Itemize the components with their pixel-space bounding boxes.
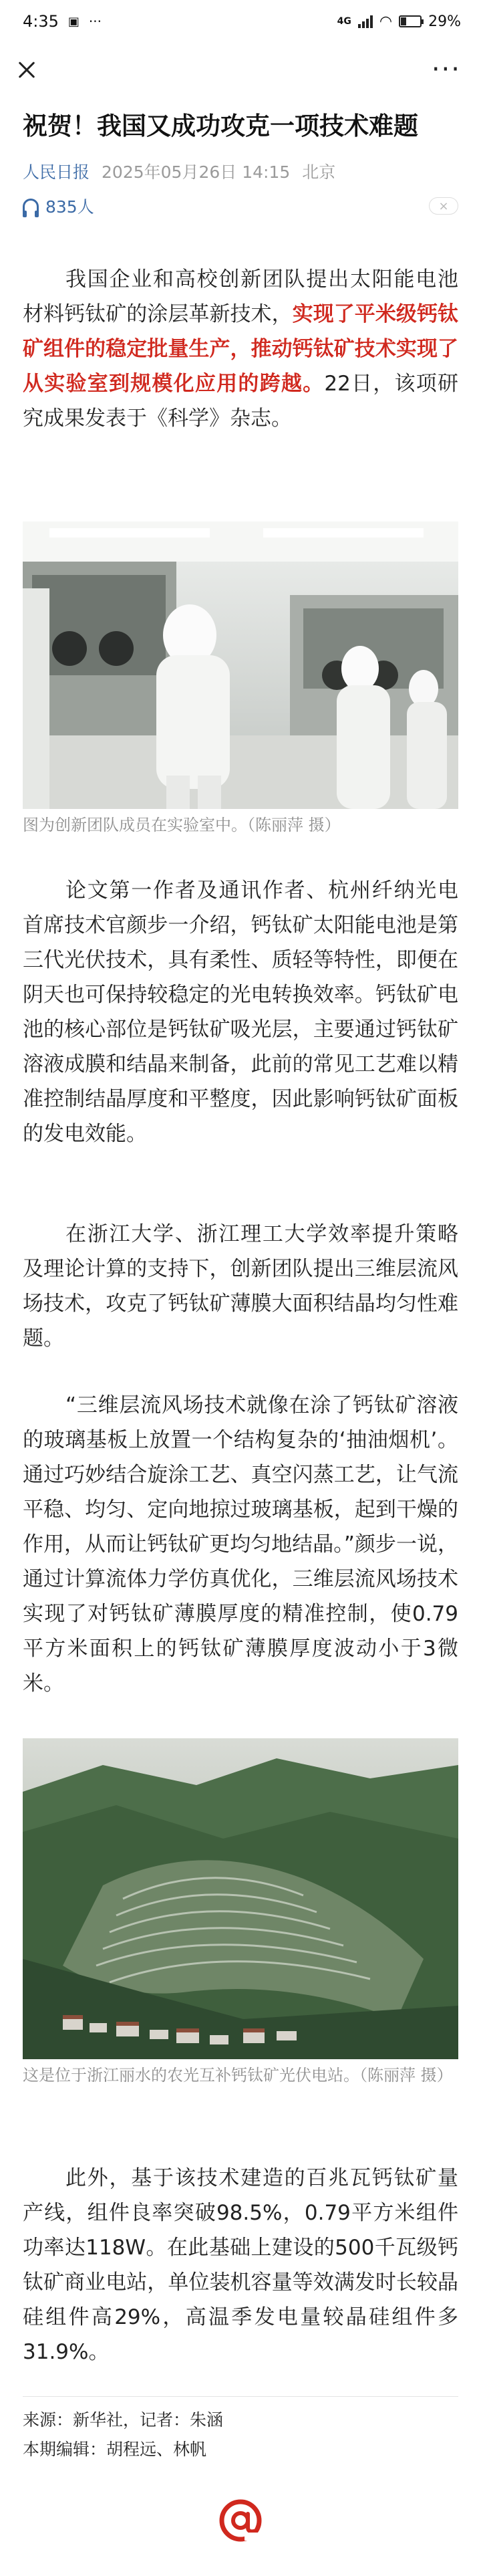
nav-bar (0, 43, 481, 96)
status-right (337, 13, 461, 30)
photo-caption-2: 这是位于浙江丽水的农光互补钙钛矿光伏电站。（陈丽萍 摄） (23, 2066, 453, 2085)
status-bar (0, 0, 481, 43)
network-label: 4G (337, 16, 351, 27)
p1-text-before: 我国企业和高校创新团队提出太阳能电池材料钙钛矿的涂层革新技术， (23, 267, 458, 326)
p1-text-after: 22日，该项研究成果发表于《科学》杂志。 (23, 372, 459, 431)
article-source[interactable]: 人民日报 (23, 162, 90, 182)
battery-icon (399, 15, 422, 27)
people-daily-logo (218, 2498, 263, 2543)
paragraph-4: “三维层流风场技术就像在涂了钙钛矿溶液的玻璃基板上放置一个结构复杂的‘抽油烟机’。通过巧妙结合旋涂工艺、真空闪蒸工艺，让气流平稳、均匀、定向地掠过玻璃基板，起到干燥的作用，从而让钙钛矿更均匀地结晶。”颜步一说，通过计算流体力学仿真优化，三维层流风场技术实现了对钙钛矿薄膜厚度的精准控制，使0.79平方米面积上的钙钛矿薄膜厚度波动小于3微米。 (23, 1393, 458, 1695)
p1-highlight: 实现了平米级钙钛矿组件的稳定批量生产，推动钙钛矿技术实现了从实验室到规模化应用的跨越。 (23, 302, 459, 396)
article-title: 祝贺！我国又成功攻克一项技术难题 (23, 112, 418, 140)
article-location: 北京 (302, 162, 336, 182)
solar-station-photo (23, 1738, 458, 2059)
credits-divider (23, 2396, 458, 2397)
close-icon[interactable] (15, 57, 39, 82)
status-left (23, 12, 102, 31)
clock: 4:35 (23, 12, 59, 31)
headphone-icon (23, 199, 39, 213)
article-credits (23, 2406, 458, 2464)
logo-at-icon (218, 2498, 263, 2543)
paragraph-2: 论文第一作者及通讯作者、杭州纤纳光电首席技术官颜步一介绍，钙钛矿太阳能电池是第三代光伏技术，具有柔性、质轻等特性，即便在阴天也可保持较稳定的光电转换效率。钙钛矿电池的核心部位是钙钛矿吸光层，主要通过钙钛矿溶液成膜和结晶来制备，此前的常见工艺难以精准控制结晶厚度和平整度，因此影响钙钛矿面板的发电效能。 (23, 879, 458, 1146)
paragraph-1 (0, 262, 481, 436)
notification-icon: ▣ (67, 14, 79, 29)
paragraph-3: 在浙江大学、浙江理工大学效率提升策略及理论计算的支持下，创新团队提出三维层流风场技术，攻克了钙钛矿薄膜大面积结晶均匀性难题。 (23, 1222, 458, 1351)
overflow-dots-icon: ··· (88, 13, 102, 29)
dismiss-button[interactable]: × (429, 197, 458, 215)
lab-photo (23, 521, 458, 809)
credit-source: 来源：新华社，记者：朱涵 (23, 2410, 224, 2430)
paragraph-5: 此外，基于该技术建造的百兆瓦钙钛矿量产线，组件良率突破98.5%，0.79平方米组件功率达118W。在此基础上建设的500千瓦级钙钛矿商业电站，单位装机容量等效满发时长较晶硅组件高29%，高温季发电量较晶硅组件多31.9%。 (23, 2166, 458, 2364)
more-options-icon[interactable]: ··· (431, 54, 461, 85)
wifi-icon: ◠ (379, 13, 393, 30)
photo-caption-1: 图为创新团队成员在实验室中。（陈丽萍 摄） (23, 816, 341, 834)
credit-editor: 本期编辑：胡程远、林帆 (23, 2440, 207, 2459)
article-datetime: 2025年05月26日 14:15 (102, 162, 291, 182)
signal-icon (358, 15, 373, 28)
lab-photo-illustration (23, 521, 458, 809)
battery-percent: 29% (428, 13, 461, 30)
solar-station-illustration (23, 1738, 458, 2059)
views-count: 835人 (45, 197, 94, 217)
views-row (0, 183, 481, 218)
article-meta (0, 146, 481, 183)
listen-count[interactable] (23, 194, 94, 218)
